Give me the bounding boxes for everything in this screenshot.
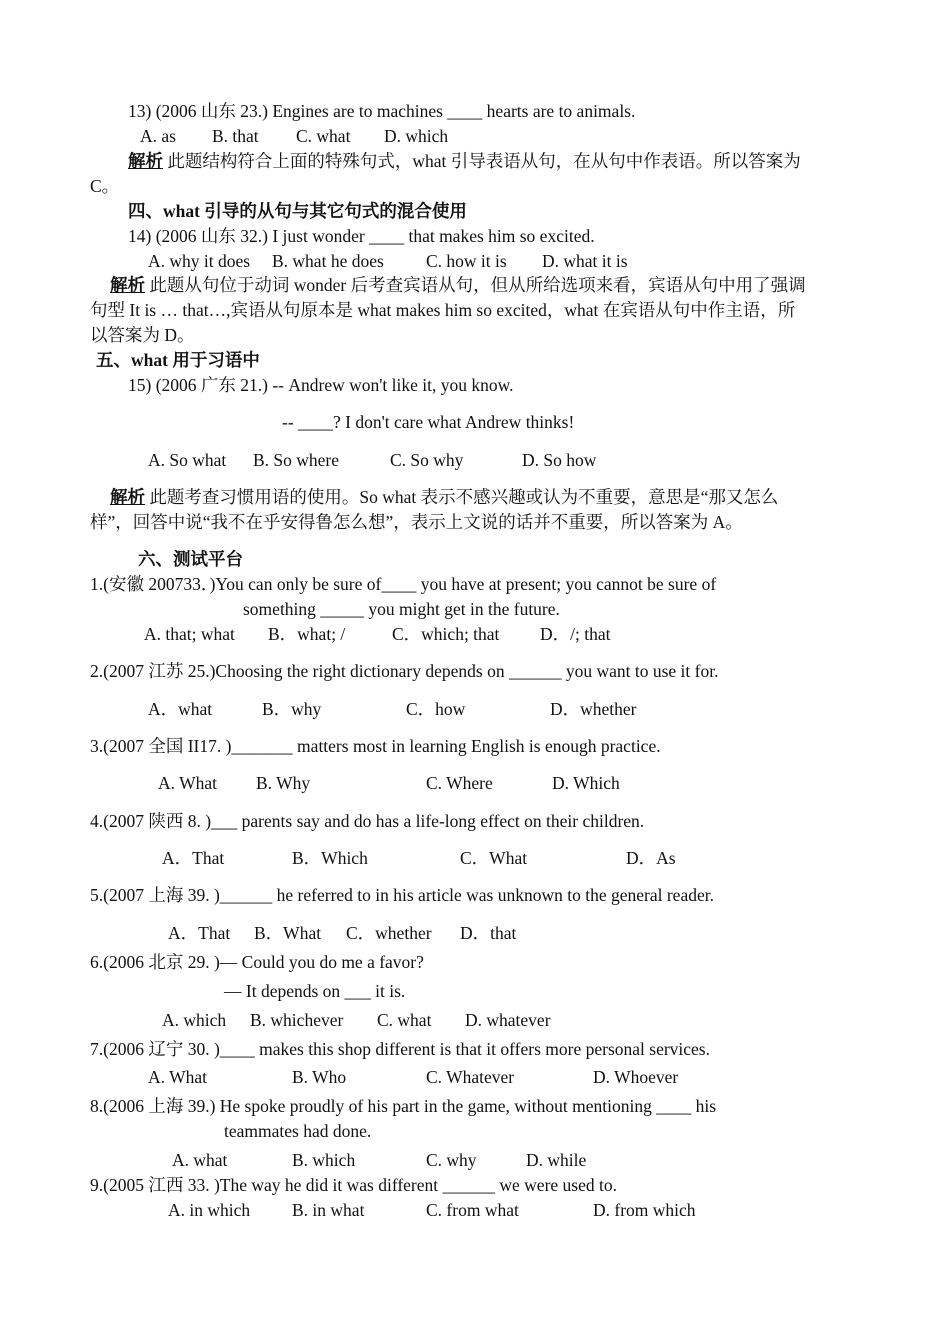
t3-option-a: A. What (158, 773, 217, 793)
t9-option-c: C. from what (426, 1200, 519, 1220)
q14-analysis-line-2: 句型 It is … that…,宾语从句原本是 what makes him so excited，what 在宾语从句中作主语，所 (90, 300, 796, 320)
t9-option-b: B. in what (292, 1200, 365, 1220)
section-6-heading: 六、测试平台 (138, 549, 243, 569)
t9-option-d: D. from which (593, 1200, 696, 1220)
t6-option-a: A. which (162, 1010, 227, 1030)
q13-analysis-line-2: C。 (90, 176, 120, 196)
q14-option-c: C. how it is (426, 251, 507, 271)
test-1-stem-line-2: something _____ you might get in the future. (243, 599, 560, 619)
t5-option-b: B．What (254, 923, 322, 943)
question-14-stem: 14) (2006 山东 32.) I just wonder ____ that makes him so excited. (128, 226, 595, 246)
q13-option-c: C. what (296, 126, 351, 146)
question-13-stem: 13) (2006 山东 23.) Engines are to machines ____ hearts are to animals. (128, 101, 636, 121)
t6-option-d: D. whatever (465, 1010, 551, 1030)
q14-option-b: B. what he does (272, 251, 384, 271)
q15-option-d: D. So how (522, 450, 597, 470)
t7-option-c: C. Whatever (426, 1067, 515, 1087)
test-3-stem: 3.(2007 全国 II17. )_______ matters most in learning English is enough practice. (90, 736, 661, 756)
t5-option-d: D．that (460, 923, 517, 943)
t8-option-d: D. while (526, 1150, 587, 1170)
t3-option-b: B. Why (256, 773, 311, 793)
test-7-stem: 7.(2006 辽宁 30. )____ makes this shop different is that it offers more personal services. (90, 1039, 710, 1059)
q13-option-d: D. which (384, 126, 449, 146)
q15-analysis-text: 此题考查习惯用语的使用。So what 表示不感兴趣或认为不重要，意思是“那又怎么 (145, 487, 779, 507)
question-15-stem: 15) (2006 广东 21.) -- Andrew won't like it, you know. (128, 375, 514, 395)
test-6-reply: — It depends on ___ it is. (224, 981, 406, 1001)
t1-option-c: C．which; that (392, 624, 500, 644)
t7-option-a: A. What (148, 1067, 207, 1087)
q15-option-c: C. So why (390, 450, 464, 470)
section-4-heading: 四、what 引导的从句与其它句式的混合使用 (128, 201, 467, 221)
q13-option-b: B. that (212, 126, 259, 146)
t4-option-a: A．That (162, 848, 225, 868)
q13-jiexi-label: 解析 (128, 151, 163, 171)
t9-option-a: A. in which (168, 1200, 251, 1220)
test-5-stem: 5.(2007 上海 39. )______ he referred to in his article was unknown to the general reader. (90, 885, 714, 905)
t3-option-c: C. Where (426, 773, 493, 793)
q15-analysis-line-1 (110, 486, 778, 508)
t5-option-a: A．That (168, 923, 231, 943)
test-8-stem-line-1: 8.(2006 上海 39.) He spoke proudly of his part in the game, without mentioning ____ his (90, 1096, 717, 1116)
test-6-stem: 6.(2006 北京 29. )— Could you do me a favor? (90, 952, 424, 972)
t1-option-a: A. that; what (144, 624, 235, 644)
test-4-stem: 4.(2007 陕西 8. )___ parents say and do has a life-long effect on their children. (90, 811, 645, 831)
test-8-stem-line-2: teammates had done. (224, 1121, 372, 1141)
t8-option-b: B. which (292, 1150, 356, 1170)
q13-analysis-line-1 (128, 150, 801, 172)
t6-option-b: B. whichever (250, 1010, 344, 1030)
q14-analysis-text: 此题从句位于动词 wonder 后考查宾语从句，但从所给选项来看，宾语从句中用了强调 (145, 275, 806, 295)
t5-option-c: C．whether (346, 923, 432, 943)
q14-option-a: A. why it does (148, 251, 251, 271)
t7-option-b: B. Who (292, 1067, 347, 1087)
t8-option-a: A. what (172, 1150, 228, 1170)
test-9-stem: 9.(2005 江西 33. )The way he did it was different ______ we were used to. (90, 1175, 617, 1195)
q14-analysis-line-3: 以答案为 D。 (90, 325, 195, 345)
q15-option-b: B. So where (253, 450, 340, 470)
t1-option-b: B．what; / (268, 624, 346, 644)
q13-analysis-text: 此题结构符合上面的特殊句式，what 引导表语从句，在从句中作表语。所以答案为 (163, 151, 801, 171)
t7-option-d: D. Whoever (593, 1067, 679, 1087)
t2-option-a: A．what (148, 699, 213, 719)
q14-option-d: D. what it is (542, 251, 628, 271)
section-5-heading: 五、what 用于习语中 (96, 350, 260, 370)
t4-option-b: B．Which (292, 848, 368, 868)
q15-reply: -- ____? I don't care what Andrew thinks! (282, 412, 575, 432)
test-1-stem-line-1: 1.(安徽 200733．)You can only be sure of____ you have at present; you cannot be sure of (90, 574, 717, 594)
q15-jiexi-label: 解析 (110, 487, 145, 507)
t1-option-d: D．/; that (540, 624, 611, 644)
t2-option-b: B．why (262, 699, 322, 719)
t2-option-d: D．whether (550, 699, 637, 719)
q13-option-a: A. as (140, 126, 176, 146)
test-2-stem: 2.(2007 江苏 25.)Choosing the right dictionary depends on ______ you want to use it for. (90, 661, 719, 681)
t6-option-c: C. what (377, 1010, 432, 1030)
q14-jiexi-label: 解析 (110, 275, 145, 295)
q14-analysis-line-1 (110, 274, 806, 296)
t2-option-c: C．how (406, 699, 466, 719)
t8-option-c: C. why (426, 1150, 477, 1170)
q15-option-a: A. So what (148, 450, 227, 470)
t4-option-c: C．What (460, 848, 528, 868)
t4-option-d: D．As (626, 848, 676, 868)
q15-analysis-line-2: 样”，回答中说“我不在乎安得鲁怎么想”，表示上文说的话并不重要，所以答案为 A。 (90, 512, 743, 532)
t3-option-d: D. Which (552, 773, 620, 793)
